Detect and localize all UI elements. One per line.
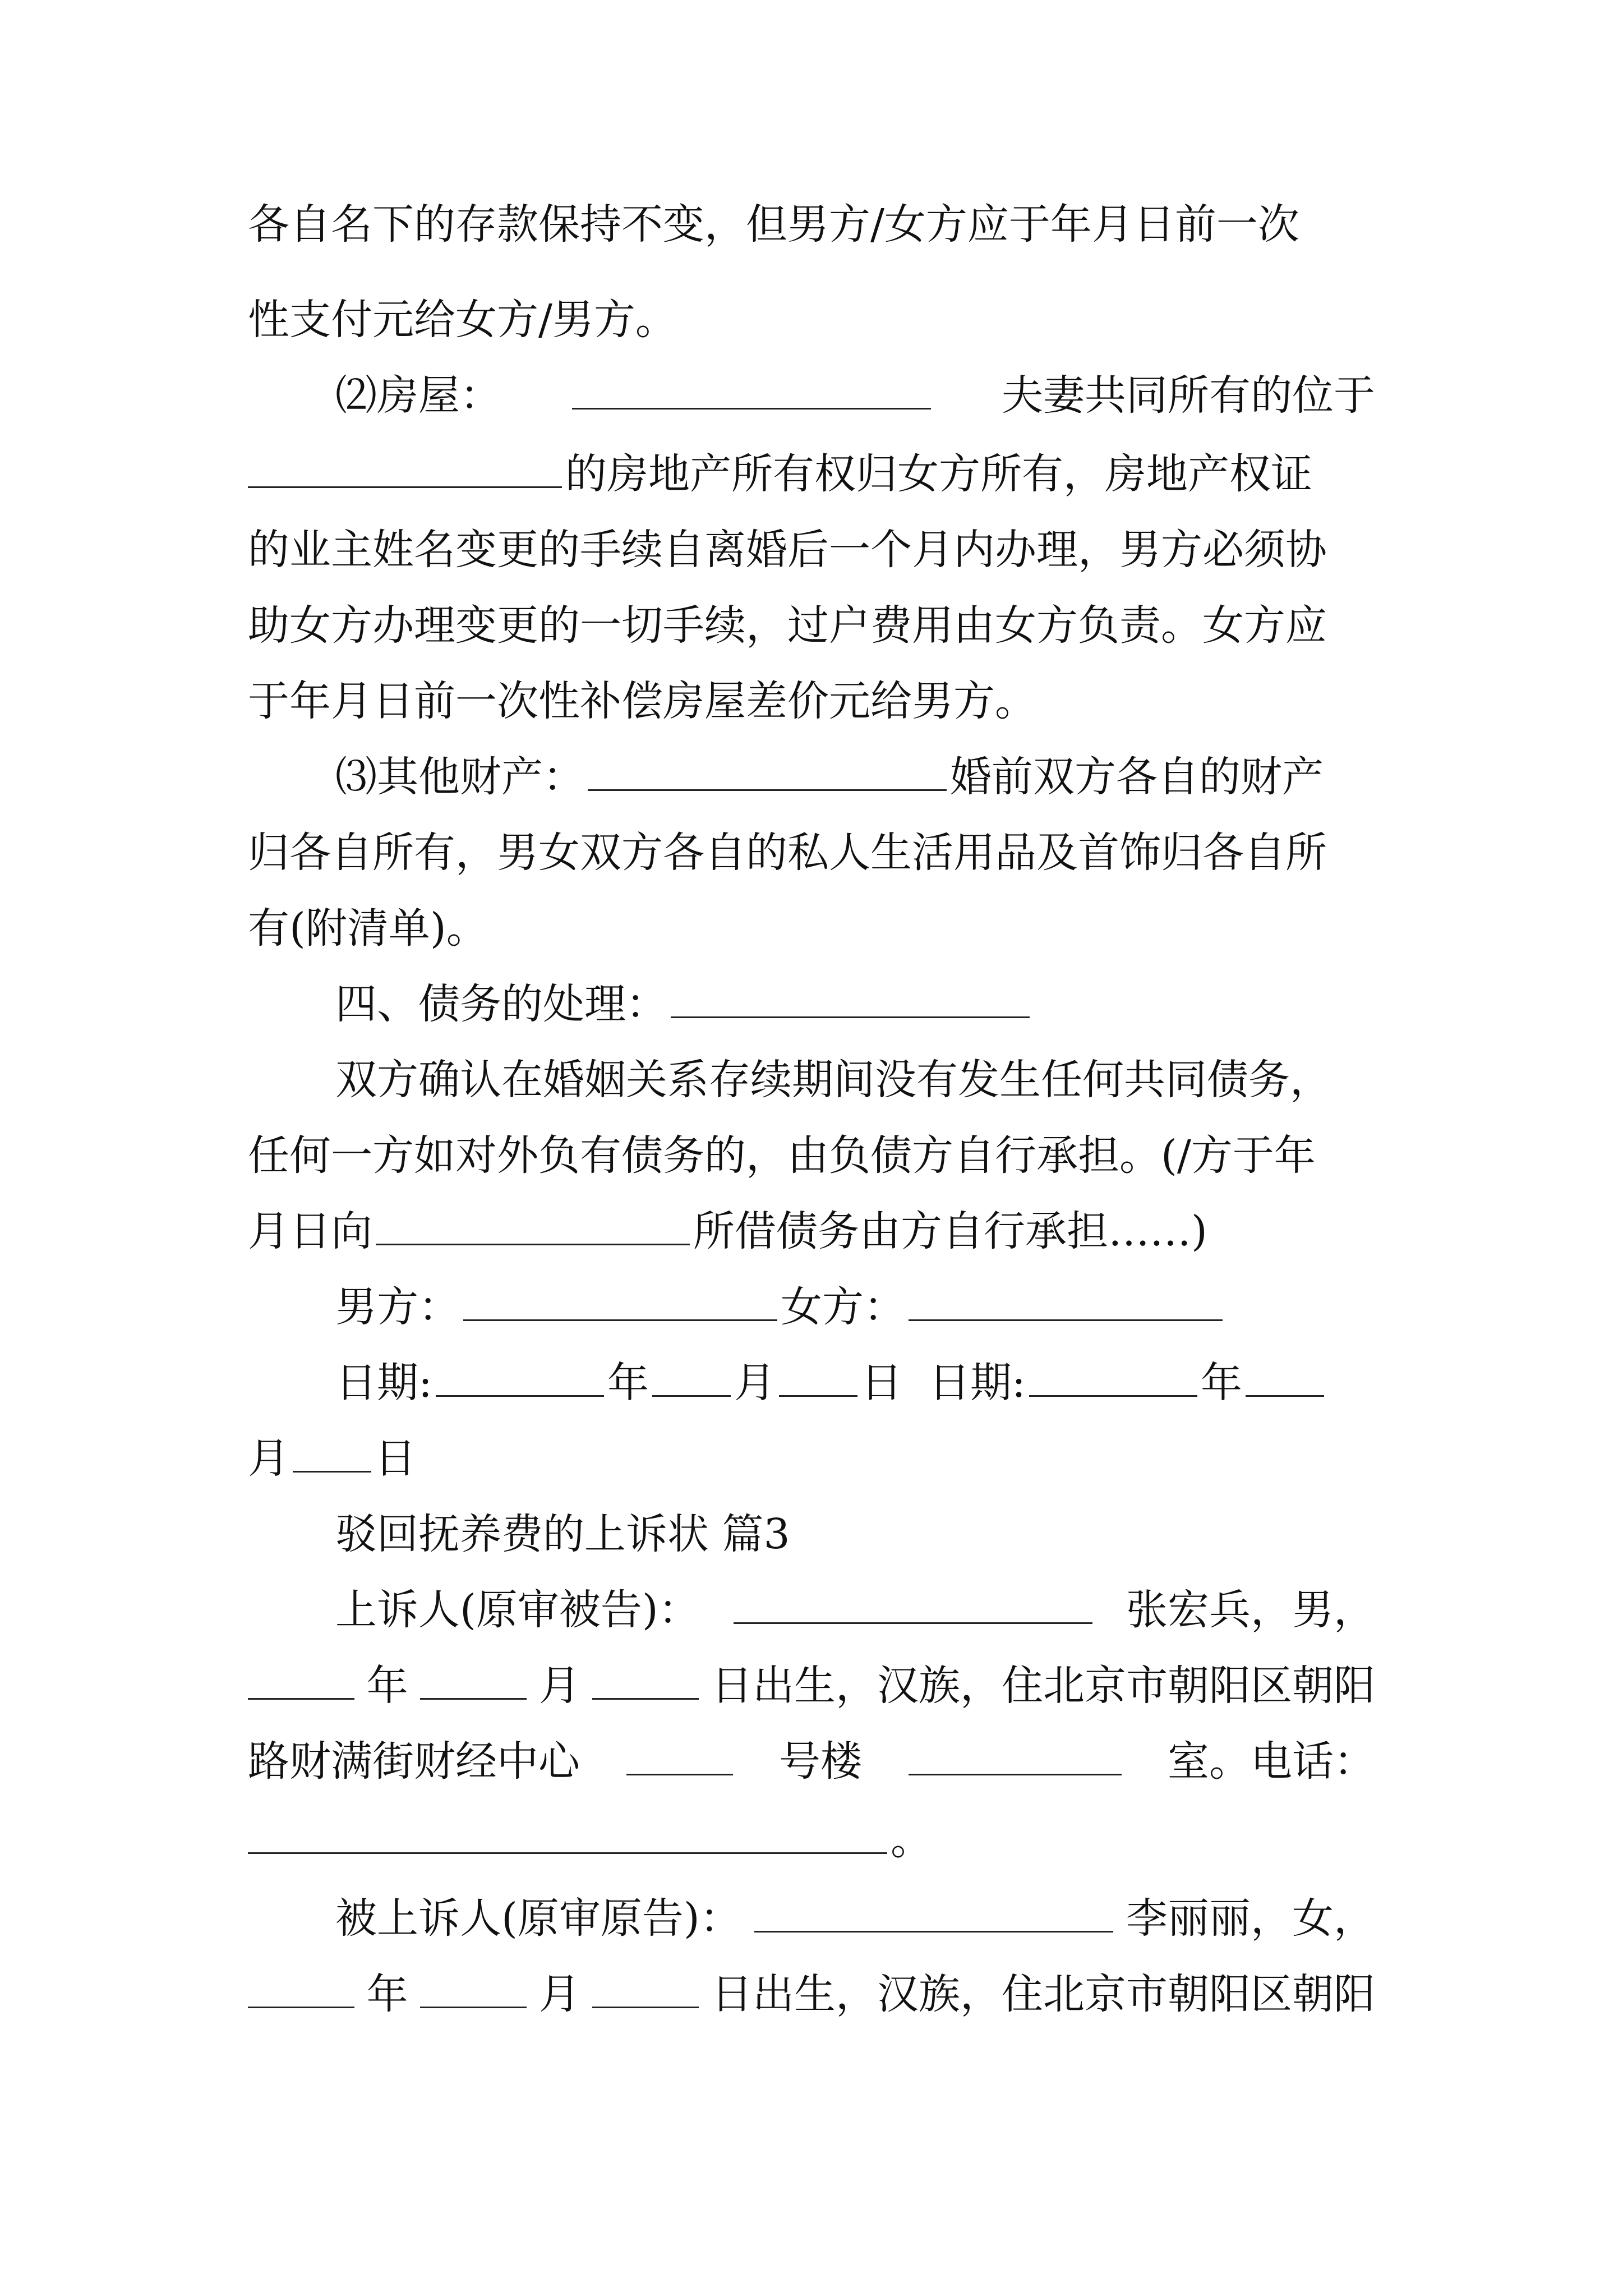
text-segment: ⑶其他财产： (335, 753, 584, 801)
text-segment: 有(附清单)。 (248, 904, 488, 953)
text-line-10 (248, 898, 1375, 959)
text-segment: 于年月日前一次性补偿房屋差价元给男方。 (248, 677, 1036, 725)
blank-underline (420, 1697, 527, 1700)
blank-underline (572, 407, 931, 409)
text-segment: 驳回抚养费的上诉状 篇3 (335, 1510, 790, 1558)
text-segment: 日出生，汉族，住北京市朝阳区朝阳 (711, 1662, 1375, 1710)
text-line-11 (335, 973, 1375, 1035)
text-segment: 夫妻共同所有的位于 (1002, 371, 1375, 420)
text-segment: 路财满街财经中心 (248, 1737, 580, 1786)
text-segment: 月日向 (248, 1207, 372, 1255)
text-line-21 (248, 1731, 1375, 1792)
text-segment: 月 (248, 1434, 289, 1483)
text-segment: 日 (860, 1359, 902, 1407)
blank-underline (588, 788, 947, 791)
blank-underline (592, 1697, 699, 1700)
text-segment: 的业主姓名变更的手续自离婚后一个月内办理，男方必须协 (248, 526, 1327, 574)
text-segment: 任何一方如对外负有债务的，由负债方自行承担。(/方于年 (248, 1131, 1316, 1180)
text-segment: 月 (538, 1662, 580, 1710)
text-segment: 年 (607, 1359, 649, 1407)
blank-underline (734, 1621, 1092, 1624)
blank-underline (248, 1697, 354, 1700)
blank-underline (754, 1930, 1113, 1932)
text-line-8 (335, 746, 1375, 808)
blank-underline (248, 2005, 354, 2008)
blank-underline (248, 485, 562, 488)
text-line-22 (248, 1809, 1375, 1871)
text-segment: 所借债务由方自行承担……) (693, 1207, 1207, 1255)
text-segment: 日期: (335, 1359, 432, 1407)
text-segment: 号楼 (779, 1737, 862, 1786)
text-segment: 男方： (335, 1283, 460, 1331)
blank-underline (1029, 1394, 1197, 1397)
text-line-7 (248, 670, 1375, 732)
blank-underline (626, 1773, 733, 1775)
text-segment: 的房地产所有权归女方所有，房地产权证 (565, 450, 1312, 498)
text-segment: 婚前双方各自的财产 (950, 753, 1324, 801)
text-segment: 年 (366, 1970, 408, 2018)
text-segment: 日期: (928, 1359, 1026, 1407)
text-line-4 (248, 443, 1375, 505)
text-segment: 月 (538, 1970, 580, 2018)
text-line-19 (335, 1579, 1375, 1641)
text-segment: 年 (366, 1662, 408, 1710)
text-segment: 上诉人(原审被告)： (335, 1586, 700, 1634)
text-segment: 。 (891, 1816, 932, 1864)
text-line-20 (248, 1655, 1375, 1717)
text-line-2 (248, 289, 1375, 351)
text-line-15 (335, 1276, 1375, 1338)
blank-underline (420, 2005, 527, 2008)
blank-underline (779, 1394, 857, 1397)
blank-underline (248, 1851, 887, 1854)
text-line-6 (248, 595, 1375, 656)
text-segment: 女方： (781, 1283, 905, 1331)
text-segment: 被上诉人(原审原告)： (335, 1894, 741, 1943)
text-line-9 (248, 822, 1375, 884)
text-line-16 (335, 1352, 1375, 1414)
text-segment: 月 (734, 1359, 776, 1407)
text-segment: 性支付元给女方/男方。 (248, 296, 677, 344)
blank-underline (376, 1243, 690, 1245)
text-line-14 (248, 1200, 1375, 1262)
text-line-12 (335, 1049, 1375, 1111)
text-line-23 (335, 1888, 1375, 1949)
blank-underline (1246, 1394, 1324, 1397)
text-segment: 日出生，汉族，住北京市朝阳区朝阳 (711, 1970, 1375, 2018)
text-segment: 室。电话： (1168, 1737, 1375, 1786)
blank-underline (592, 2005, 699, 2008)
text-line-5 (248, 519, 1375, 581)
text-segment: 年 (1200, 1359, 1242, 1407)
text-segment: 四、债务的处理： (335, 980, 667, 1028)
text-segment: 双方确认在婚姻关系存续期间没有发生任何共同债务， (335, 1056, 1331, 1104)
text-line-24 (248, 1963, 1375, 2025)
text-line-17 (248, 1428, 1375, 1489)
text-line-3 (335, 365, 1375, 426)
text-line-1 (248, 194, 1375, 255)
text-segment: 日 (375, 1434, 416, 1483)
section-heading (335, 1503, 1375, 1565)
text-segment: 助女方办理变更的一切手续，过户费用由女方负责。女方应 (248, 601, 1327, 650)
text-segment: 张宏兵，男， (1126, 1586, 1375, 1634)
blank-underline (909, 1773, 1122, 1775)
text-line-13 (248, 1125, 1375, 1186)
text-segment: 归各自所有，男女双方各自的私人生活用品及首饰归各自所 (248, 829, 1327, 877)
blank-underline (652, 1394, 731, 1397)
blank-underline (436, 1394, 604, 1397)
text-segment: 各自名下的存款保持不变，但男方/女方应于年月日前一次 (248, 200, 1299, 249)
blank-underline (909, 1318, 1223, 1321)
blank-underline (293, 1470, 371, 1473)
blank-underline (463, 1318, 777, 1321)
text-segment: 李丽丽，女， (1126, 1894, 1375, 1943)
blank-underline (671, 1015, 1030, 1018)
text-segment: ⑵房屋： (335, 371, 501, 420)
